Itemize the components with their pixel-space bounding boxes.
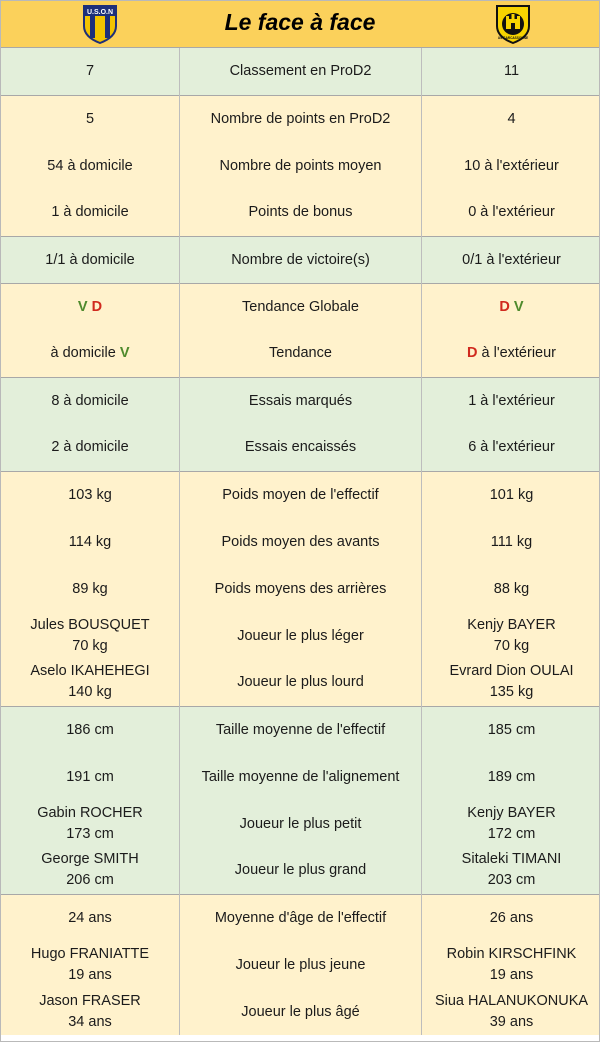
- comparison-row: [1, 753, 600, 800]
- trend-win-mark: V: [119, 345, 130, 362]
- stat-label: Nombre de points en ProD2: [180, 95, 422, 142]
- home-value: [1, 189, 180, 236]
- comparison-row: [1, 48, 600, 95]
- home-value: [1, 142, 180, 189]
- stat-label: Classement en ProD2: [180, 48, 422, 95]
- cell-subvalue: 140 kg: [68, 684, 112, 701]
- cell-value: 1 à l'extérieur: [468, 392, 555, 409]
- cell-subvalue: 70 kg: [493, 637, 530, 654]
- comparison-row: [1, 847, 600, 894]
- stat-label: Joueur le plus lourd: [180, 659, 422, 706]
- comparison-row: [1, 189, 600, 236]
- cell-value: 5: [85, 110, 95, 127]
- cell-value: 186 cm: [66, 721, 114, 738]
- cell-value: 1 à domicile: [51, 204, 129, 221]
- cell-value: 189 cm: [487, 768, 536, 785]
- stat-label: Essais marqués: [180, 377, 422, 424]
- away-value: [422, 800, 600, 847]
- home-value: [1, 518, 180, 565]
- stat-label: Joueur le plus grand: [180, 847, 422, 894]
- home-value: [1, 236, 180, 283]
- cell-value: 1/1 à domicile: [45, 251, 135, 268]
- trend-loss-mark: D: [499, 298, 510, 315]
- stat-label: Nombre de points moyen: [180, 142, 422, 189]
- home-value: [1, 424, 180, 471]
- cell-subvalue: 206 cm: [66, 872, 114, 889]
- comparison-row: [1, 424, 600, 471]
- cell-value: 191 cm: [66, 768, 114, 785]
- home-value: [1, 377, 180, 424]
- page-title: Le face à face: [224, 9, 376, 35]
- home-value: [1, 800, 180, 847]
- home-value: [1, 941, 180, 988]
- stat-label: Moyenne d'âge de l'effectif: [180, 894, 422, 941]
- home-value: [1, 471, 180, 518]
- cell-subvalue: 203 cm: [487, 872, 536, 889]
- stat-label: Joueur le plus âgé: [180, 988, 422, 1035]
- cell-value: Sitaleki TIMANI: [461, 851, 562, 868]
- away-value: [422, 941, 600, 988]
- away-value: [422, 612, 600, 659]
- home-value: [1, 659, 180, 706]
- home-value: [1, 894, 180, 941]
- cell-subvalue: 70 kg: [72, 637, 108, 654]
- away-value: [422, 283, 600, 330]
- home-value: [1, 330, 180, 377]
- cell-subvalue: 19 ans: [68, 966, 112, 983]
- cell-value: 6 à l'extérieur: [468, 439, 555, 456]
- comparison-row: [1, 518, 600, 565]
- cell-value: 88 kg: [493, 580, 530, 597]
- cell-subvalue: 172 cm: [487, 825, 536, 842]
- cell-value: 101 kg: [489, 486, 534, 503]
- cell-value: 185 cm: [487, 721, 536, 738]
- cell-value: 111 kg: [490, 533, 533, 550]
- cell-value: Siua HALANUKONUKA: [434, 992, 589, 1009]
- away-value: [422, 471, 600, 518]
- cell-value: Kenjy BAYER: [467, 804, 556, 821]
- away-value: [422, 95, 600, 142]
- comparison-row: [1, 377, 600, 424]
- cell-value: 26 ans: [489, 909, 534, 926]
- cell-value: 54 à domicile: [47, 157, 133, 174]
- comparison-row: [1, 330, 600, 377]
- away-value: [422, 424, 600, 471]
- cell-value: 24 ans: [68, 909, 112, 926]
- cell-subvalue: 39 ans: [489, 1013, 534, 1030]
- home-value: [1, 283, 180, 330]
- cell-value: Kenjy BAYER: [467, 616, 556, 633]
- comparison-row: [1, 988, 600, 1035]
- home-value: [1, 847, 180, 894]
- away-value: [422, 753, 600, 800]
- away-value: [422, 518, 600, 565]
- stat-label: Nombre de victoire(s): [180, 236, 422, 283]
- cell-value: 11: [503, 63, 520, 80]
- away-value: [422, 189, 600, 236]
- stat-label: Essais encaissés: [180, 424, 422, 471]
- away-value: [422, 988, 600, 1035]
- away-value: [422, 236, 600, 283]
- comparison-row: [1, 236, 600, 283]
- away-value: [422, 894, 600, 941]
- away-value: [422, 565, 600, 612]
- cell-subvalue: 173 cm: [66, 825, 114, 842]
- trend-loss-mark: D: [466, 345, 478, 362]
- comparison-row: [1, 941, 600, 988]
- trend-win-mark: V: [77, 298, 88, 315]
- comparison-row: [1, 659, 600, 706]
- cell-value: 114 kg: [68, 533, 112, 550]
- cell-value: 7: [85, 63, 95, 80]
- home-value: [1, 48, 180, 95]
- comparison-table: [1, 48, 600, 1035]
- trend-loss-mark: D: [91, 298, 103, 315]
- cell-subvalue: 135 kg: [489, 684, 534, 701]
- cell-value: Hugo FRANIATTE: [30, 945, 150, 962]
- cell-value: 89 kg: [72, 580, 108, 597]
- home-value: [1, 612, 180, 659]
- home-value: [1, 753, 180, 800]
- away-value: [422, 330, 600, 377]
- cell-value: 8 à domicile: [51, 392, 129, 409]
- cell-value: 0 à l'extérieur: [468, 204, 555, 221]
- cell-value: 0/1 à l'extérieur: [462, 251, 561, 268]
- stat-label: Points de bonus: [180, 189, 422, 236]
- cell-value: Jason FRASER: [39, 992, 141, 1009]
- stat-label: Tendance Globale: [180, 283, 422, 330]
- comparison-row: [1, 800, 600, 847]
- header-bar: [1, 1, 599, 48]
- comparison-row: [1, 894, 600, 941]
- cell-value: Robin KIRSCHFINK: [446, 945, 577, 962]
- home-value: [1, 95, 180, 142]
- cell-subvalue: 34 ans: [68, 1013, 112, 1030]
- stat-label: Poids moyens des arrières: [180, 565, 422, 612]
- cell-value: Aselo IKAHEHEGI: [30, 663, 150, 680]
- away-value: [422, 706, 600, 753]
- comparison-row: [1, 471, 600, 518]
- home-value: [1, 988, 180, 1035]
- cell-subvalue: 19 ans: [489, 966, 534, 983]
- stat-label: Poids moyen de l'effectif: [180, 471, 422, 518]
- away-value: [422, 659, 600, 706]
- stat-label: Tendance: [180, 330, 422, 377]
- cell-value: Gabin ROCHER: [37, 804, 143, 821]
- away-value: [422, 48, 600, 95]
- stat-label: Joueur le plus jeune: [180, 941, 422, 988]
- comparison-row: [1, 142, 600, 189]
- comparison-row: [1, 612, 600, 659]
- away-value: [422, 142, 600, 189]
- away-value: [422, 377, 600, 424]
- comparison-row: [1, 283, 600, 330]
- uson-logo-text: U.S.O.N: [86, 9, 114, 16]
- stat-label: Taille moyenne de l'effectif: [180, 706, 422, 753]
- carcassonne-logo: [495, 4, 531, 44]
- cell-value: 103 kg: [68, 486, 112, 503]
- trend-context: à domicile: [50, 345, 116, 362]
- stat-label: Taille moyenne de l'alignement: [180, 753, 422, 800]
- stat-label: Poids moyen des avants: [180, 518, 422, 565]
- cell-value: Evrard Dion OULAI: [449, 663, 574, 680]
- cell-value: 10 à l'extérieur: [464, 157, 559, 174]
- comparison-row: [1, 706, 600, 753]
- home-value: [1, 706, 180, 753]
- cell-value: George SMITH: [41, 851, 139, 868]
- carcassonne-logo-text: US CARCASSONNE: [497, 36, 529, 40]
- comparison-row: [1, 95, 600, 142]
- cell-value: 2 à domicile: [51, 439, 129, 456]
- home-value: [1, 565, 180, 612]
- stat-label: Joueur le plus petit: [180, 800, 422, 847]
- comparison-row: [1, 565, 600, 612]
- cell-value: Jules BOUSQUET: [30, 616, 150, 633]
- trend-context: à l'extérieur: [481, 345, 556, 362]
- stat-label: Joueur le plus léger: [180, 612, 422, 659]
- away-value: [422, 847, 600, 894]
- cell-value: 4: [507, 110, 516, 127]
- trend-win-mark: V: [513, 298, 524, 315]
